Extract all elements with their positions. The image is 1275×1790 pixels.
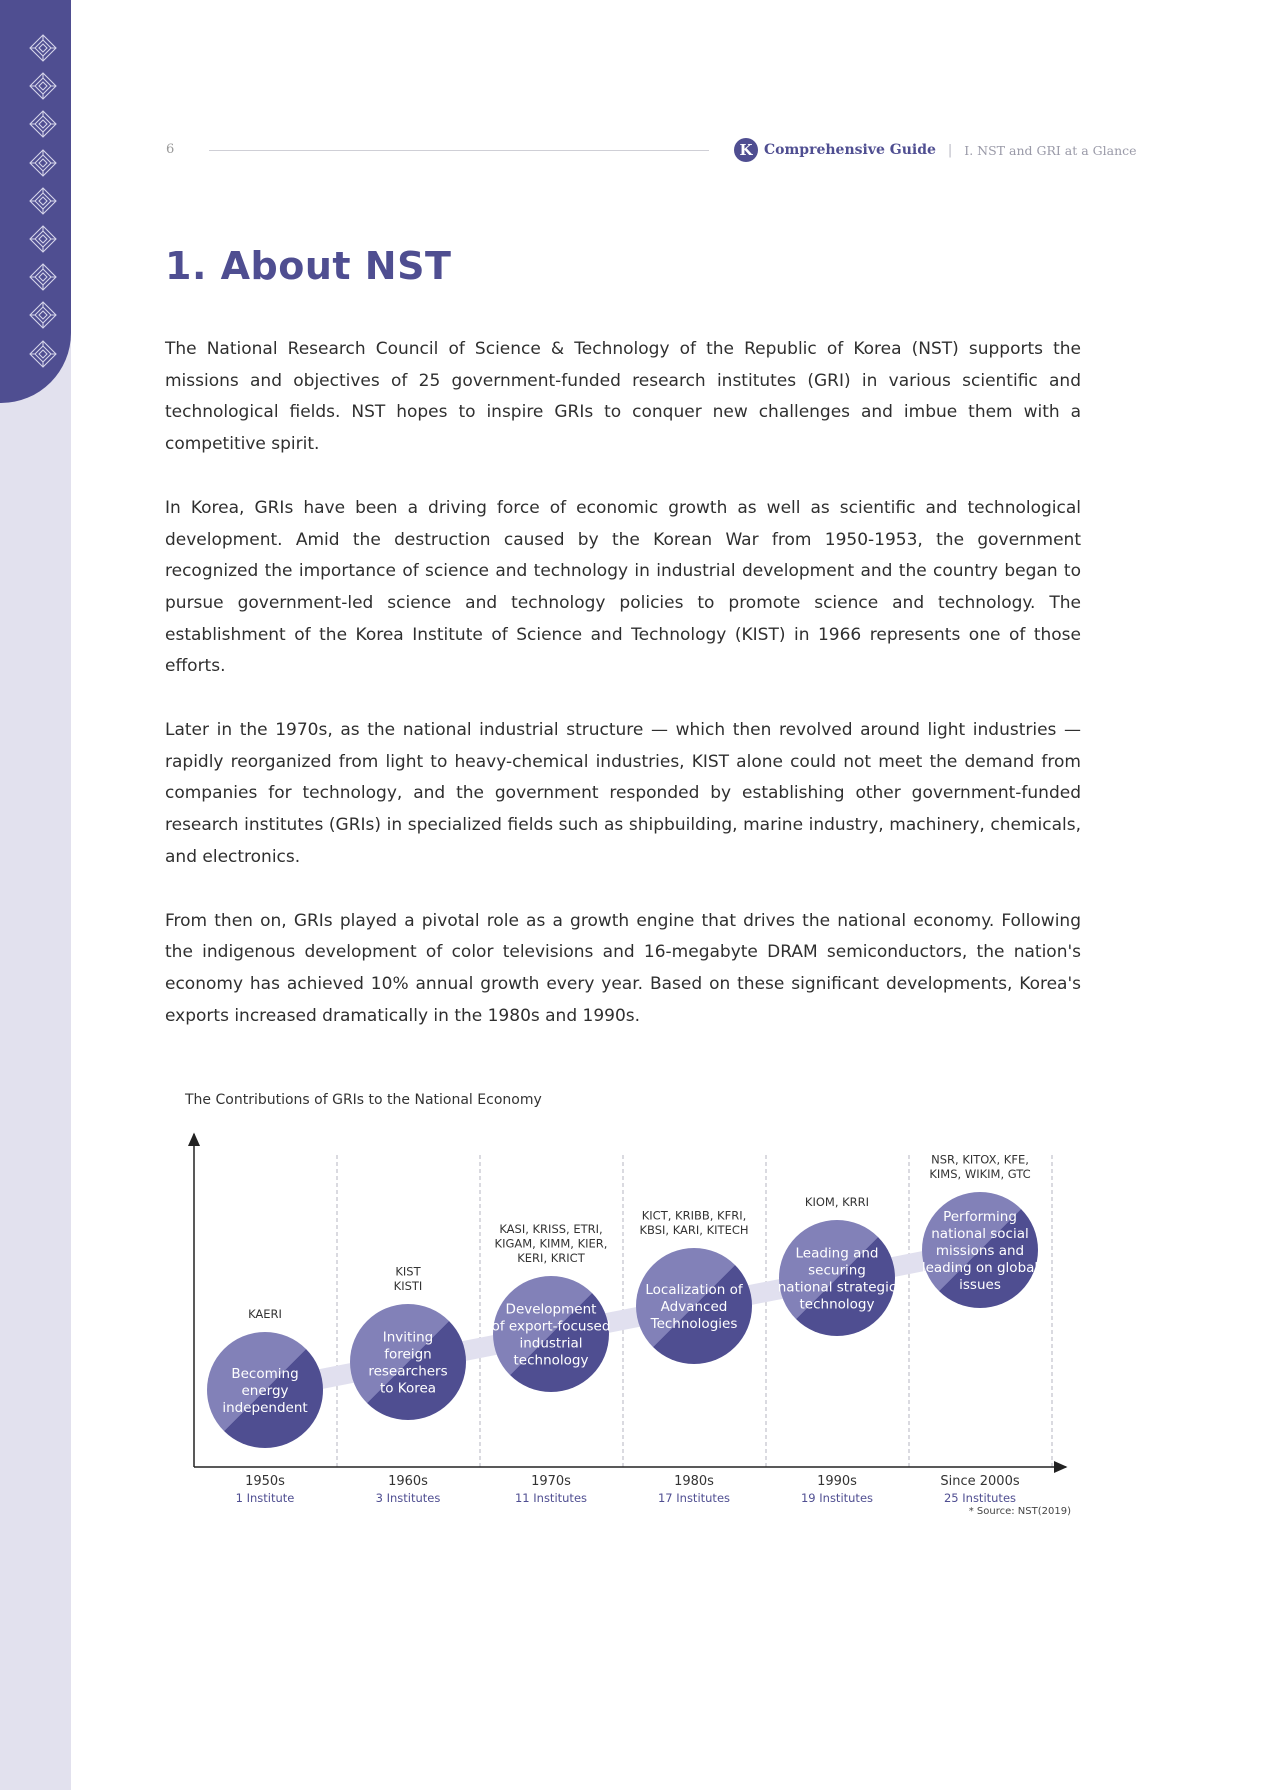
page-title: 1. About NST [165,244,452,288]
era-count-label: 11 Institutes [514,1491,588,1505]
era-theme-text: issues [959,1277,1001,1293]
page-number: 6 [166,142,175,157]
era-institutes-label: KISTI [393,1279,423,1293]
era-theme-text: Becoming [231,1366,299,1382]
era-theme-text: leading on global [921,1260,1039,1276]
chart-source-note: * Source: NST(2019) [968,1506,1071,1517]
era-institutes-label: KBSI, KARI, KITECH [639,1223,749,1237]
era-institutes-label: KIST [395,1264,421,1279]
k-logo-icon: K [734,138,758,162]
era-count-label: 17 Institutes [657,1491,731,1505]
era-institutes-label: KASI, KRISS, ETRI, [499,1222,603,1236]
era-theme-text: Technologies [650,1316,738,1332]
era-count-label: 1 Institute [235,1491,295,1505]
paragraph: In Korea, GRIs have been a driving force of economic growth as well as scientific and technological development. Amid the destruction caused by the Korean War from 1950-1953, the government recognized the importance of science and technology in industrial development and the country began to pursue government-led science and technology policies to promote science and technology. The establishment of the Korea Institute of Science and Technology (KIST) in 1966 represents one of those efforts. [165,497,1081,677]
era-institutes-label: KIOM, KRRI [804,1195,870,1209]
era-theme-text: independent [222,1400,308,1416]
era-theme-text: researchers [368,1363,448,1380]
era-decade-label: 1950s [245,1474,285,1489]
guide-title: Comprehensive Guide [764,142,936,158]
era-institutes-label: KIMS, WIKIM, GTC [929,1167,1031,1181]
era-decade-label: 1970s [531,1474,571,1489]
era-theme-text: missions and [935,1243,1025,1259]
era-theme-text: Development [505,1301,597,1318]
chart-title: The Contributions of GRIs to the National Economy [185,1092,542,1108]
paragraph: Later in the 1970s, as the national industrial structure — which then revolved around light industries — rapidly reorganized from light to heavy-chemical industries, KIST alone could not meet the demand from companies for technology, and the government responded by establishing other government-funded research institutes (GRIs) in specialized fields such as shipbuilding, marine industry, machinery, chemicals, and electronics. [165,720,1081,867]
era-theme-text: Performing [943,1209,1017,1225]
era-count-label: 3 Institutes [375,1491,441,1505]
era-theme-text: foreign [384,1346,432,1363]
era-theme-text: Inviting [382,1329,434,1346]
era-theme-text: Advanced [660,1299,728,1315]
era-count-label: 25 Institutes [943,1491,1017,1505]
era-theme-text: securing [808,1262,866,1279]
era-decade-label: 1980s [674,1474,714,1489]
era-institutes-label: KAERI [248,1307,282,1321]
section-label: I. NST and GRI at a Glance [964,142,1137,158]
era-theme-text: to Korea [379,1380,437,1397]
era-institutes-label: KERI, KRICT [517,1251,585,1265]
era-decade-label: 1990s [817,1474,857,1489]
paragraph: The National Research Council of Science & Technology of the Republic of Korea (NST) supports the missions and objectives of 25 government-funded research institutes (GRI) in various scientific and technological fields. NST hopes to inspire GRIs to conquer new challenges and imbue them with a competitive spirit. [165,339,1081,455]
era-theme-text: Localization of [645,1282,743,1298]
era-count-label: 19 Institutes [800,1491,874,1505]
era-institutes-label: NSR, KITOX, KFE, [931,1152,1029,1167]
era-decade-label: Since 2000s [940,1474,1020,1489]
era-theme-text: national strategic [777,1279,897,1296]
era-theme-text: Leading and [795,1245,879,1262]
paragraph: From then on, GRIs played a pivotal role as a growth engine that drives the national economy. Following the indigenous development of color televisions and 16-megabyte DRAM semiconductors, the nation's economy has achieved 10% annual growth every year. Based on these significant developments, Korea's exports increased dramatically in the 1980s and 1990s. [165,910,1081,1026]
era-theme-text: energy [241,1383,289,1399]
era-theme-text: national social [931,1226,1029,1242]
era-theme-text: technology [799,1296,875,1313]
era-theme-text: of export-focused [491,1318,611,1335]
era-theme-text: technology [513,1352,589,1369]
header-separator: | [947,142,953,158]
era-decade-label: 1960s [388,1474,428,1489]
era-institutes-label: KIGAM, KIMM, KIER, [494,1236,608,1251]
era-theme-text: industrial [519,1335,583,1352]
era-institutes-label: KICT, KRIBB, KFRI, [641,1208,747,1223]
